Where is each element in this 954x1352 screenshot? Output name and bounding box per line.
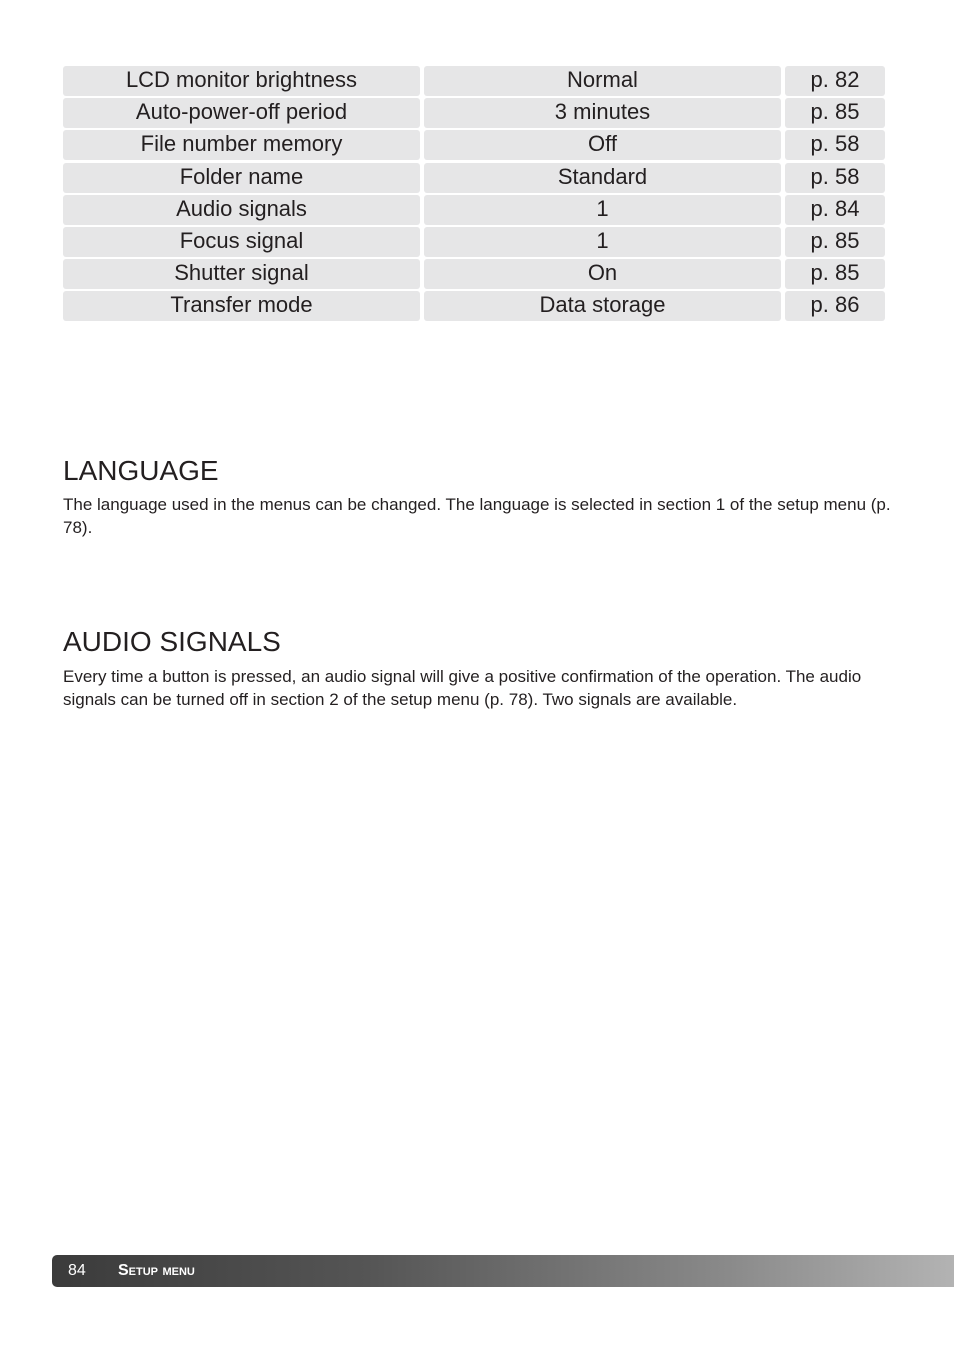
table-row (63, 227, 885, 257)
table-row (63, 98, 885, 128)
table-row (63, 259, 885, 289)
setting-name: Audio signals (63, 195, 420, 225)
setting-name: Focus signal (63, 227, 420, 257)
table-row (63, 195, 885, 225)
table-row (63, 291, 885, 321)
table-row (63, 130, 885, 160)
page-reference: p. 85 (785, 259, 885, 289)
setting-name: File number memory (63, 130, 420, 160)
setting-value: 1 (424, 227, 781, 257)
setting-value: Normal (424, 66, 781, 96)
audio-signals-description: Every time a button is pressed, an audio signal will give a positive confirmation of the operation. The audio signals can be turned off in section 2 of the setup menu (p. 78). Two signals are available. (63, 667, 862, 709)
setting-value: Standard (424, 163, 781, 193)
settings-table (63, 66, 885, 324)
page-reference: p. 58 (785, 130, 885, 160)
page-reference: p. 86 (785, 291, 885, 321)
setting-name: Transfer mode (63, 291, 420, 321)
setting-name: Shutter signal (63, 259, 420, 289)
page-reference: p. 58 (785, 163, 885, 193)
page-reference: p. 84 (785, 195, 885, 225)
page-number: 84 (68, 1262, 86, 1279)
setting-value: 3 minutes (424, 98, 781, 128)
setting-value: Data storage (424, 291, 781, 321)
table-row (63, 66, 885, 96)
footer-bar (52, 1255, 954, 1287)
setting-value: 1 (424, 195, 781, 225)
language-description: The language used in the menus can be changed. The language is selected in section 1 of the setup menu (p. 78). (63, 495, 891, 537)
page-reference: p. 82 (785, 66, 885, 96)
setting-value: On (424, 259, 781, 289)
setting-name: Auto-power-off period (63, 98, 420, 128)
audio-signals-heading: AUDIO SIGNALS (63, 626, 281, 657)
language-heading: LANGUAGE (63, 455, 219, 486)
setting-name: Folder name (63, 163, 420, 193)
table-row (63, 163, 885, 193)
page-reference: p. 85 (785, 227, 885, 257)
page-reference: p. 85 (785, 98, 885, 128)
setting-value: Off (424, 130, 781, 160)
setting-name: LCD monitor brightness (63, 66, 420, 96)
section-name: Setup menu (118, 1262, 195, 1279)
